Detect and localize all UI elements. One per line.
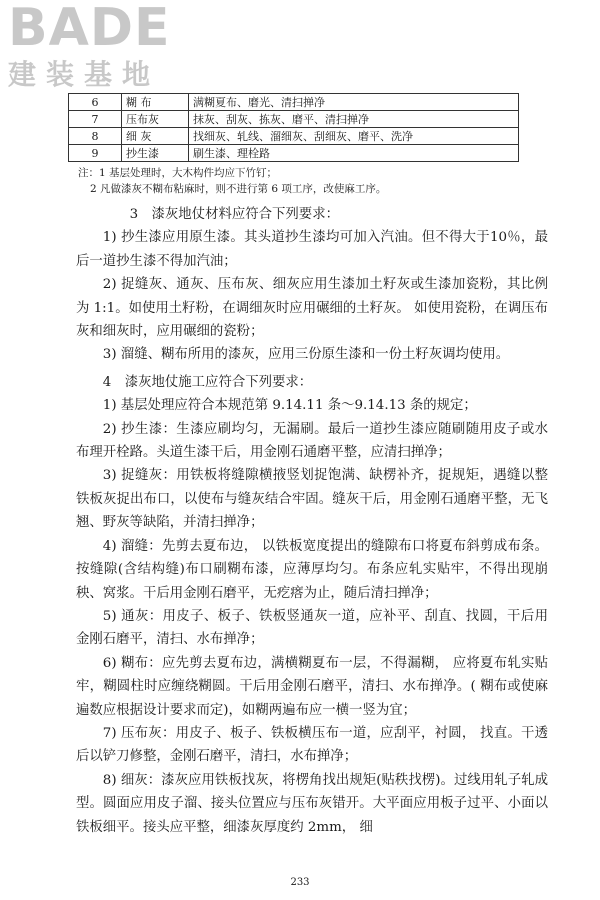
body-paragraph: 3) 捉缝灰：用铁板将缝隙横掖竖划捉饱满、缺楞补齐，捉规矩，遇缝以整铁板灰捉出布口，以使布与缝灰结合牢固。缝灰干后，用金刚石通磨平整，无飞翘、野灰等缺陷，并清扫掸净； — [76, 468, 548, 531]
table-row — [69, 145, 519, 162]
body-paragraph: 7) 压布灰：用皮子、板子、铁板横压布一道，应刮平，衬圆， 找直。干透后以铲刀修整，金刚石磨平，清扫，水布掸净； — [76, 725, 548, 765]
step-name: 抄生漆 — [122, 145, 189, 162]
logo-subtitle: 建装基地 — [8, 58, 161, 91]
logo — [8, 2, 183, 92]
table-notes — [78, 165, 386, 197]
step-number: 9 — [69, 145, 122, 162]
step-number: 6 — [69, 94, 122, 111]
page-number: 233 — [290, 877, 310, 888]
body-paragraph: 4) 溜缝：先剪去夏布边， 以铁板宽度提出的缝隙布口将夏布斜剪成布条。按缝隙(含结构缝)布口刷糊布漆，应薄厚均匀。布条应轧实贴牢，不得出现崩秧、窝浆。干后用金刚石磨平，无疙瘩为止，随后清扫掸净； — [76, 538, 548, 601]
body-paragraph: 5) 通灰：用皮子、板子、铁板竖通灰一道，应补平、刮直、找圆，干后用金刚石磨平，清扫、水布掸净； — [76, 608, 548, 648]
step-name: 压布灰 — [122, 111, 189, 128]
table-row — [69, 94, 519, 111]
table-row — [69, 128, 519, 145]
step-description: 满糊夏布、磨光、清扫掸净 — [189, 94, 519, 111]
body-paragraph: 2) 抄生漆：生漆应刷均匀，无漏刷。最后一道抄生漆应随刷随用皮子或水布理开栓路。头道生漆干后，用金刚石通磨平整，应清扫掸净； — [76, 421, 548, 461]
body-paragraph: 2) 捉缝灰、通灰、压布灰、细灰应用生漆加土籽灰或生漆加瓷粉，其比例为 1:1。如使用土籽粉，在调细灰时应用碾细的土籽灰。 如使用瓷粉，在调压布灰和细灰时，应用碾细的瓷粉； — [76, 277, 548, 340]
step-description: 刷生漆、理栓路 — [189, 145, 519, 162]
step-name: 细 灰 — [122, 128, 189, 145]
body-paragraph: 3) 溜缝、糊布所用的漆灰，应用三份原生漆和一份土籽灰调均使用。 — [102, 347, 510, 363]
body-paragraph: 6) 糊布：应先剪去夏布边，满横糊夏布一层，不得漏糊， 应将夏布轧实贴牢，糊圆柱时应缠绕糊圆。干后用金刚石磨平，清扫、水布掸净。( 糊布或使麻遍数应根据设计要求而定)，如糊两遍布应一横一竖为宜； — [76, 655, 548, 718]
step-number: 8 — [69, 128, 122, 145]
process-steps-table — [68, 93, 519, 162]
body-paragraph: 8) 细灰：漆灰应用铁板找灰，将楞角找出规矩(贴秩找楞)。过线用轧子轧成型。圆面应用皮子溜、接头位置应与压布灰错开。大平面应用板子过平、小面以铁板细平。接头应平整，细漆灰厚度约 2mm， 细 — [76, 772, 548, 835]
logo-main: BADE — [8, 0, 171, 58]
step-description: 找细灰、轧线、溜细灰、刮细灰、磨平、洗净 — [189, 128, 519, 145]
section-heading: 4 漆灰地仗施工应符合下列要求： — [102, 374, 313, 390]
table-row — [69, 111, 519, 128]
step-description: 抹灰、刮灰、拣灰、磨平、清扫掸净 — [189, 111, 519, 128]
note-1: 注：1 基层处理时，大木构件均应下竹钉； — [78, 167, 278, 179]
step-name: 糊 布 — [122, 94, 189, 111]
step-number: 7 — [69, 111, 122, 128]
note-2: 2 凡做漆灰不糊布粘麻时，则不进行第 6 项工序，改使麻工序。 — [90, 183, 387, 195]
section-heading: 3 漆灰地仗材料应符合下列要求： — [129, 207, 339, 222]
body-text — [76, 203, 548, 839]
body-paragraph: 1) 基层处理应符合本规范第 9.14.11 条～9.14.13 条的规定； — [102, 398, 477, 414]
body-paragraph: 1) 抄生漆应用原生漆。其头道抄生漆均可加入汽油。但不得大于10％，最后一道抄生漆不得加汽油； — [76, 230, 548, 269]
